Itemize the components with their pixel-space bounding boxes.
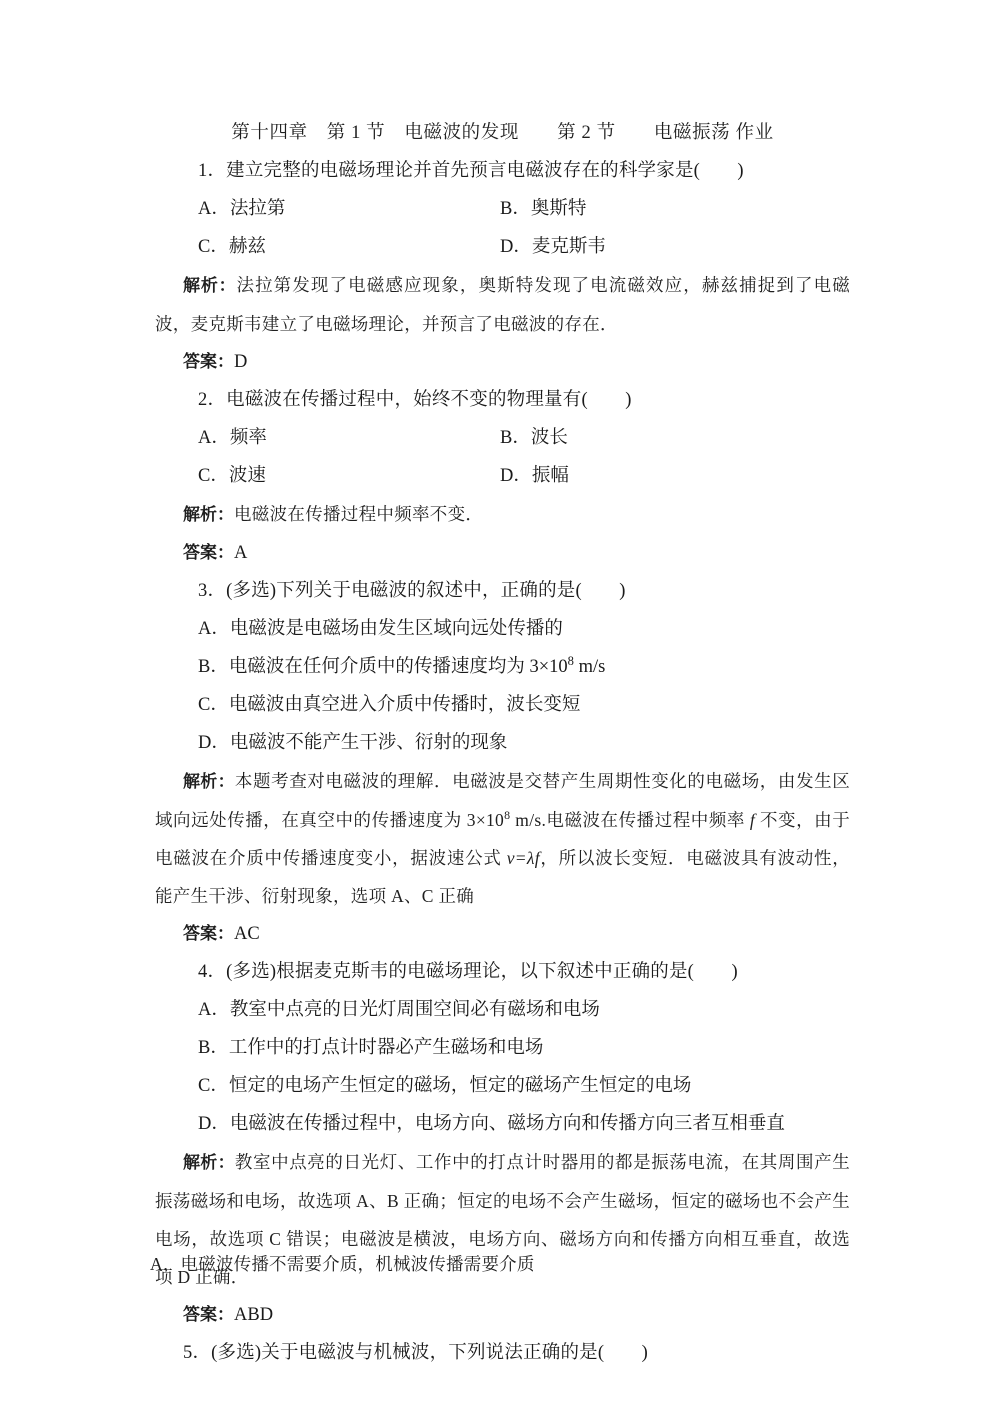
question-2-option-a[interactable]: [198, 419, 500, 457]
option-text: 波速: [228, 466, 266, 486]
question-4-option-b[interactable]: [155, 1029, 850, 1067]
analysis-part-4: ，所以波长变短．电磁波具有波动性，能产生干涉、衍射现象，选项 A、C 正确: [155, 848, 850, 906]
option-text: 振幅: [531, 466, 569, 486]
question-1-option-c[interactable]: [198, 228, 500, 266]
question-3: [155, 572, 850, 953]
question-3-number: 3．: [198, 581, 227, 601]
option-text: 麦克斯韦: [531, 237, 606, 257]
option-unit: m/s: [573, 657, 606, 677]
question-4-answer: [155, 1296, 850, 1334]
option-key: C．: [198, 466, 229, 486]
question-2: [155, 381, 850, 572]
analysis-text: 电磁波在传播过程中频率不变．: [234, 504, 484, 524]
formula-wave-speed: v=λf: [506, 848, 540, 868]
option-exponent: 8: [567, 653, 574, 668]
analysis-part-3: 不变，由于电磁波在介质中传播速度变小，据波速公式: [155, 810, 850, 868]
analysis-part-2: m/s.电磁波在传播过程中频率: [510, 810, 750, 830]
option-text: 波长: [530, 428, 568, 448]
option-key: B．: [198, 1038, 229, 1058]
question-1-answer: [155, 343, 850, 381]
option-key: A．: [150, 1254, 181, 1274]
question-5-number: 5．: [183, 1343, 212, 1363]
option-key: D．: [500, 237, 532, 257]
option-key: C．: [198, 695, 229, 715]
answer-value: A: [234, 543, 248, 563]
option-text: 恒定的电场产生恒定的磁场，恒定的磁场产生恒定的电场: [228, 1076, 692, 1096]
text-column: [155, 0, 850, 1372]
question-2-stem: [155, 381, 850, 419]
option-text: 电磁波在任何介质中的传播速度均为 3×10: [228, 657, 568, 677]
option-text: 电磁波不能产生干涉、衍射的现象: [229, 733, 508, 753]
option-key: D．: [198, 733, 230, 753]
question-4-multi-select-tag: (多选): [226, 962, 277, 982]
option-text: 频率: [229, 428, 267, 448]
question-4-number: 4．: [198, 962, 227, 982]
analysis-label: 解析：: [183, 276, 237, 296]
answer-value: D: [234, 352, 248, 372]
analysis-label: 解析：: [183, 505, 234, 525]
option-key: D．: [500, 466, 532, 486]
question-4-option-d[interactable]: [155, 1105, 850, 1143]
analysis-part-1: 本题考查对电磁波的理解．电磁波是交替产生周期性变化的电磁场，由发生区域向远处传播，在真空中的传播速度为 3×10: [155, 771, 851, 830]
option-text: 电磁波是电磁场由发生区域向远处传播的: [229, 619, 563, 639]
answer-value: ABD: [234, 1305, 274, 1325]
option-text: 电磁波在传播过程中，电场方向、磁场方向和传播方向三者互相垂直: [229, 1114, 785, 1134]
question-4-option-c[interactable]: [155, 1067, 850, 1105]
question-2-options-row-2: [155, 457, 850, 495]
option-text: 法拉第: [229, 199, 286, 219]
option-key: B．: [500, 428, 531, 448]
answer-label: 答案：: [183, 1305, 234, 1325]
question-1-analysis: [155, 266, 850, 343]
option-key: A．: [198, 619, 230, 639]
question-1-options-row-1: [155, 190, 850, 228]
option-key: B．: [500, 199, 531, 219]
question-3-option-a[interactable]: [155, 610, 850, 648]
question-1-option-a[interactable]: [198, 190, 500, 228]
option-text: 赫兹: [228, 237, 266, 257]
question-5-multi-select-tag: (多选): [211, 1343, 262, 1363]
question-2-option-d[interactable]: [500, 457, 569, 495]
question-3-option-b[interactable]: [155, 648, 850, 686]
option-text: 电磁波由真空进入介质中传播时，波长变短: [228, 695, 581, 715]
question-3-stem: [155, 572, 850, 610]
option-key: A．: [198, 199, 230, 219]
question-2-stem-text: 电磁波在传播过程中，始终不变的物理量有( ): [226, 390, 632, 410]
symbol-frequency: f: [749, 810, 756, 830]
option-key: A．: [198, 1000, 230, 1020]
question-2-option-b[interactable]: [500, 419, 568, 457]
question-3-answer: [155, 915, 850, 953]
question-5-option-a[interactable]: [150, 1249, 535, 1280]
option-text: 电磁波传播不需要介质，机械波传播需要介质: [180, 1255, 535, 1275]
question-3-analysis: [155, 762, 850, 915]
question-1-stem-text: 建立完整的电磁场理论并首先预言电磁波存在的科学家是( ): [226, 161, 744, 181]
option-key: C．: [198, 237, 229, 257]
question-3-multi-select-tag: (多选): [226, 581, 277, 601]
question-3-stem-text: 下列关于电磁波的叙述中，正确的是( ): [276, 581, 626, 601]
option-text: 教室中点亮的日光灯周围空间必有磁场和电场: [229, 1000, 600, 1020]
analysis-text: 法拉第发现了电磁感应现象，奥斯特发现了电流磁效应，赫兹捕捉到了电磁波，麦克斯韦建立了电磁场理论，并预言了电磁波的存在．: [155, 275, 850, 334]
option-key: B．: [198, 657, 229, 677]
question-2-answer: [155, 534, 850, 572]
question-5: [155, 1334, 850, 1372]
question-3-option-d[interactable]: [155, 724, 850, 762]
question-1: [155, 152, 850, 381]
question-1-stem: [155, 152, 850, 190]
answer-value: AC: [234, 924, 260, 944]
question-2-options-row-1: [155, 419, 850, 457]
answer-label: 答案：: [183, 352, 234, 372]
question-1-option-d[interactable]: [500, 228, 606, 266]
question-5-stem-text: 关于电磁波与机械波，下列说法正确的是( ): [261, 1343, 649, 1363]
option-key: D．: [198, 1114, 230, 1134]
option-text: 奥斯特: [530, 199, 587, 219]
question-5-stem: [155, 1334, 850, 1372]
answer-label: 答案：: [183, 924, 234, 944]
option-key: C．: [198, 1076, 229, 1096]
question-1-number: 1．: [198, 161, 227, 181]
analysis-text: 教室中点亮的日光灯、工作中的打点计时器用的都是振荡电流，在其周围产生振荡磁场和电场，故选项 A、B 正确；恒定的电场不会产生磁场，恒定的磁场也不会产生电场，故选项 C 错误；电磁波是横波，电场方向、磁场方向和传播方向相互垂直，故选项 D 正确．: [155, 1152, 851, 1287]
question-4-stem-text: 根据麦克斯韦的电磁场理论，以下叙述中正确的是( ): [276, 962, 738, 982]
page-title: 第十四章 第 1 节 电磁波的发现 第 2 节 电磁振荡 作业: [231, 123, 774, 143]
question-4-stem: [155, 953, 850, 991]
analysis-exponent: 8: [504, 808, 511, 823]
question-2-option-c[interactable]: [198, 457, 500, 495]
question-1-option-b[interactable]: [500, 190, 586, 228]
analysis-label: 解析：: [183, 1153, 235, 1173]
option-text: 工作中的打点计时器必产生磁场和电场: [228, 1038, 544, 1058]
question-2-analysis: [155, 495, 850, 534]
question-1-options-row-2: [155, 228, 850, 266]
analysis-label: 解析：: [183, 772, 235, 792]
answer-label: 答案：: [183, 543, 234, 563]
question-2-number: 2．: [198, 390, 227, 410]
question-3-option-c[interactable]: [155, 686, 850, 724]
question-4-option-a[interactable]: [155, 991, 850, 1029]
option-key: A．: [198, 428, 230, 448]
